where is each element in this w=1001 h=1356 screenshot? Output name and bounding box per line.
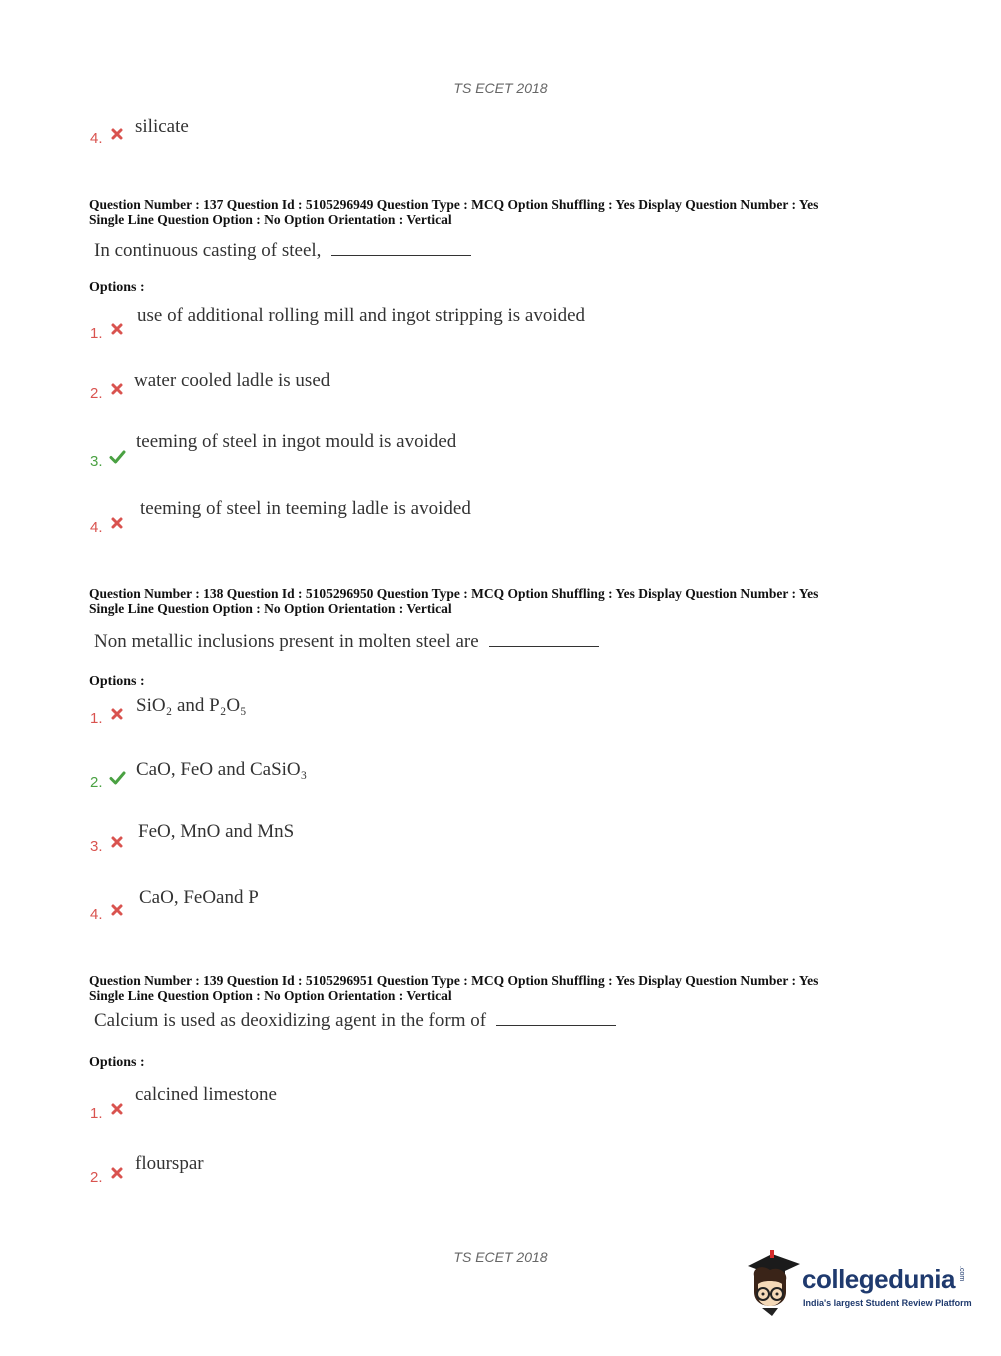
question-stem-text: Non metallic inclusions present in molten steel are <box>94 631 479 652</box>
answer-blank <box>489 645 599 647</box>
check-icon <box>109 450 126 464</box>
answer-blank <box>331 254 471 256</box>
check-icon <box>109 771 126 785</box>
cross-icon <box>110 1166 124 1180</box>
option-text: CaO, FeOand P <box>139 887 259 908</box>
option-text: flourspar <box>135 1153 204 1174</box>
option-number: 1. <box>90 325 103 342</box>
question-stem <box>94 1010 616 1032</box>
option-text: SiO₂ and P₂O₅ <box>136 695 247 716</box>
cross-icon <box>110 322 124 336</box>
options-label: Options : <box>89 1055 145 1070</box>
question-meta <box>89 586 818 616</box>
option-number: 1. <box>90 710 103 727</box>
option-number: 4. <box>90 130 103 147</box>
option-text: teeming of steel in ingot mould is avoided <box>136 431 457 452</box>
running-footer: TS ECET 2018 <box>453 1249 548 1265</box>
option-number: 3. <box>90 838 103 855</box>
collegedunia-logo <box>742 1250 972 1320</box>
question-meta-line1: Question Number : 139 Question Id : 5105296951 Question Type : MCQ Option Shuffling : Yes Display Question Number : Yes <box>89 973 819 988</box>
option-number: 2. <box>90 1169 103 1186</box>
cross-icon <box>110 382 124 396</box>
question-meta-line2: Single Line Question Option : No Option Orientation : Vertical <box>89 601 452 616</box>
logo-suffix: .com <box>958 1266 965 1282</box>
cross-icon <box>110 835 124 849</box>
option-text: calcined limestone <box>135 1084 277 1105</box>
option-text: use of additional rolling mill and ingot stripping is avoided <box>137 305 586 326</box>
mascot-icon <box>742 1250 802 1320</box>
option-number: 4. <box>90 906 103 923</box>
option-text: FeO, MnO and MnS <box>138 821 295 842</box>
option-number: 2. <box>90 774 103 791</box>
option-text: water cooled ladle is used <box>134 370 331 391</box>
answer-blank <box>496 1024 616 1026</box>
question-meta <box>89 197 818 227</box>
logo-tagline: India's largest Student Review Platform <box>803 1298 972 1308</box>
question-meta-line1: Question Number : 138 Question Id : 5105296950 Question Type : MCQ Option Shuffling : Yes Display Question Number : Yes <box>89 586 819 601</box>
option-number: 1. <box>90 1105 103 1122</box>
options-label: Options : <box>89 674 145 689</box>
options-label: Options : <box>89 280 145 295</box>
question-meta-line2: Single Line Question Option : No Option Orientation : Vertical <box>89 212 452 227</box>
question-meta <box>89 973 818 1003</box>
question-stem <box>94 240 471 262</box>
question-meta-line2: Single Line Question Option : No Option Orientation : Vertical <box>89 988 452 1003</box>
running-header: TS ECET 2018 <box>453 80 548 96</box>
question-stem-text: In continuous casting of steel, <box>94 240 322 261</box>
cross-icon <box>110 127 124 141</box>
option-number: 4. <box>90 519 103 536</box>
question-meta-line1: Question Number : 137 Question Id : 5105296949 Question Type : MCQ Option Shuffling : Yes Display Question Number : Yes <box>89 197 819 212</box>
question-stem-text: Calcium is used as deoxidizing agent in the form of <box>94 1010 487 1031</box>
cross-icon <box>110 1102 124 1116</box>
cross-icon <box>110 707 124 721</box>
option-number: 2. <box>90 385 103 402</box>
cross-icon <box>110 516 124 530</box>
option-number: 3. <box>90 453 103 470</box>
cross-icon <box>110 903 124 917</box>
option-text: CaO, FeO and CaSiO₃ <box>136 759 308 780</box>
option-text: silicate <box>135 116 189 137</box>
logo-wordmark: collegedunia <box>802 1264 955 1294</box>
question-stem <box>94 631 599 653</box>
option-text: teeming of steel in teeming ladle is avoided <box>140 498 471 519</box>
